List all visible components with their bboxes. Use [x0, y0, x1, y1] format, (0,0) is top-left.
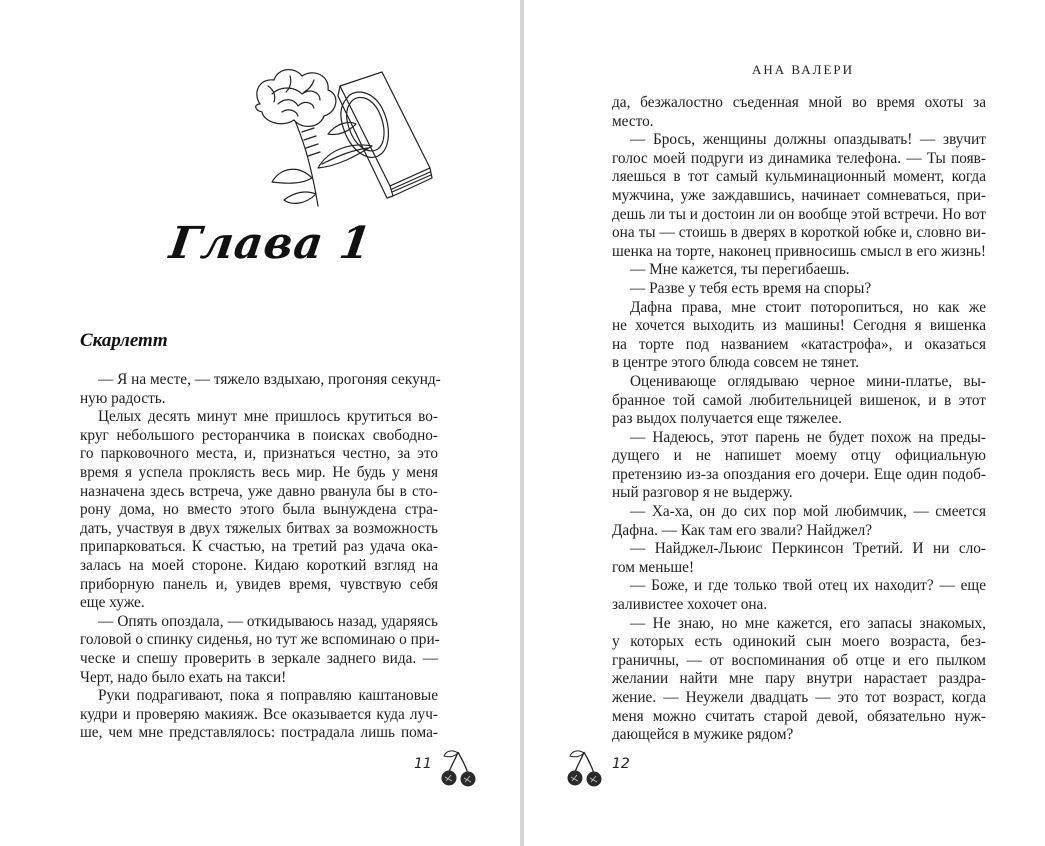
text-line: — Надеюсь, этот парень не будет похож на преды-	[630, 428, 986, 446]
text-line: припарковаться. К счастью, на третий раз удача ока-	[80, 538, 438, 556]
text-line: да, безжалостно съеденная мной во время охоты за	[612, 94, 986, 111]
text-line: кудри и проверяю макияж. Все оказывается куда луч-	[80, 705, 438, 723]
text-line: место.	[612, 112, 654, 130]
text-line: — Найджел-Льюис Перкинсон Третий. И ни сло-	[630, 540, 986, 558]
text-line: граничны, — от воспоминания об отце и его пылком	[612, 651, 986, 669]
text-line: бранное той самой любительницей вишенок, и в этот	[612, 391, 986, 409]
text-line: — Я на месте, — тяжело вздыхаю, прогоняя секунд-	[98, 371, 441, 388]
text-line: претензию из-за опоздания его дочери. Еще один подоб-	[612, 465, 986, 483]
text-line: головой о спинку сиденья, но тут же вспоминаю о при-	[80, 631, 440, 649]
peony-and-book-icon	[232, 58, 442, 216]
page-number: 11	[414, 756, 432, 772]
text-line: желании найти мне пару внутри нарастает раздра-	[612, 670, 986, 688]
text-line: на торте под названием «катастрофа», и оказаться	[612, 335, 986, 353]
text-line: залась на моей стороне. Кидаю короткий взгляд на	[80, 556, 438, 574]
cherry-icon	[440, 748, 478, 788]
left-page	[0, 0, 520, 846]
text-line: назначена здесь встреча, уже давно рванула бы в сто-	[80, 482, 438, 500]
text-line: приборную панель и, увидев время, чувствую себя	[80, 575, 438, 593]
text-line: ляешься в тот самый кульминационный момент, когда	[612, 168, 986, 186]
text-line: — Ха-ха, он до сих пор мой любимчик, — смеется	[630, 503, 986, 521]
text-line: — Мне кажется, ты перегибаешь.	[630, 261, 850, 279]
text-line: круг небольшого ресторанчика в поисках свободно-	[80, 426, 438, 444]
text-line: Целых десять минут мне пришлось крутиться во-	[98, 408, 438, 426]
text-line: ческе и спешу проверить в зеркале заднего вида. —	[80, 649, 438, 667]
text-line: меня можно считать старой девой, обязательно нуж-	[612, 707, 986, 725]
text-line: дущего и не напишет моему отцу официальную	[612, 447, 986, 465]
text-line: ную радость.	[80, 389, 166, 407]
pov-heading: Скарлетт	[80, 330, 168, 351]
text-line: дешь ли ты и достоин ли он вообще этой встречи. Но вот	[612, 205, 986, 223]
running-head: АНА ВАЛЕРИ	[752, 62, 855, 77]
text-line: дающейся в мужике рядом?	[612, 726, 794, 744]
right-body-text	[612, 94, 986, 745]
text-line: — Опять опоздала, — откидываюсь назад, ударяясь	[98, 612, 438, 630]
text-line: еще хуже.	[80, 594, 145, 612]
page-number: 12	[612, 756, 630, 772]
text-line: Дафна права, мне стоит поторопиться, но как же	[630, 298, 986, 316]
text-line: го парковочного места, и, признаться честно, за это	[80, 445, 438, 463]
text-line: — Не знаю, но мне кажется, его запасы знакомых,	[630, 614, 986, 632]
text-line: шенка на торте, наконец привносишь смысл в его жизнь!	[612, 242, 986, 260]
cherry-icon	[566, 748, 604, 788]
text-line: заливистее хохочет она.	[612, 596, 768, 614]
text-line: ный разговор я не выдержу.	[612, 484, 793, 502]
text-line: Оценивающе оглядываю черное мини-платье, вы-	[630, 372, 986, 390]
text-line: не хочется выходить из машины! Сегодня я вишенка	[612, 317, 986, 335]
text-line: мужчина, уже заждавшись, начинает сомневаться, при-	[612, 186, 986, 204]
text-line: ше, чем мне представлялось: пострадала лишь пома-	[80, 724, 438, 742]
text-line: гом меньше!	[612, 558, 695, 576]
left-body-text	[80, 371, 441, 743]
text-line: — Брось, женщины должны опаздывать! — звучит	[630, 131, 986, 149]
text-line: раз выдох получается еще тяжелее.	[612, 410, 842, 428]
chapter-title: Глава 1	[166, 218, 376, 269]
text-line: голос моей подруги из динамика телефона. — Ты появ-	[612, 149, 986, 167]
text-line: она ты — стоишь в дверях в короткой юбке и, словно ви-	[612, 224, 986, 242]
text-line: у которых есть одинокий сын моего возраста, без-	[612, 633, 986, 651]
text-line: рону дома, но вместо этого была вынуждена стра-	[80, 501, 438, 519]
text-line: в центре этого блюда совсем не тянет.	[612, 354, 859, 372]
text-line: жение. — Неужели двадцать — это тот возраст, когда	[612, 689, 986, 706]
text-line: дать, участвуя в двух тяжелых битвах за возможность	[80, 519, 438, 537]
text-line: — Разве у тебя есть время на споры?	[630, 279, 872, 297]
text-line: — Боже, и где только твой отец их находит? — еще	[630, 577, 986, 595]
text-line: время я успела проклясть весь мир. Не будь у меня	[80, 463, 438, 481]
text-line: Черт, надо было ехать на такси!	[80, 668, 287, 686]
text-line: Дафна. — Как там его звали? Найджел?	[612, 521, 873, 539]
text-line: Руки подрагивают, пока я поправляю каштановые	[98, 687, 438, 705]
